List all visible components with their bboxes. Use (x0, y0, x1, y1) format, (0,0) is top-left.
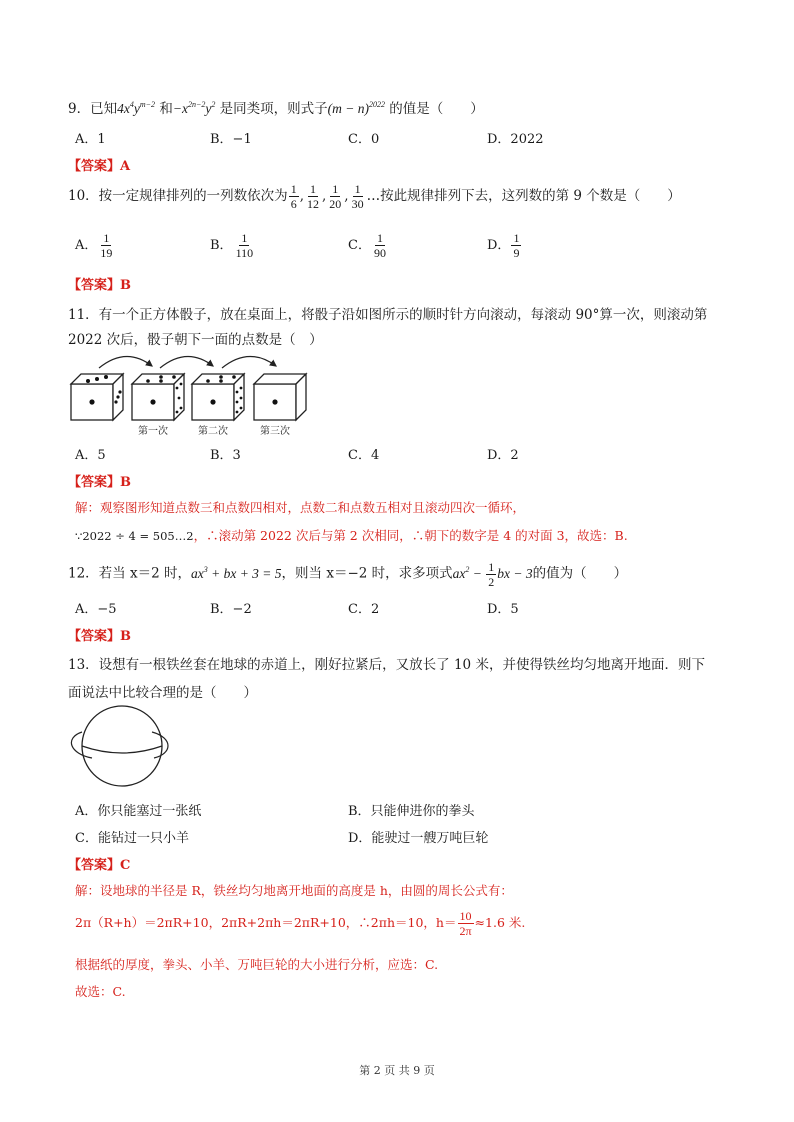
q10-tail: …按此规律排列下去，这列数的第 9 个数是（ ） (366, 188, 681, 204)
wire-ring (71, 732, 168, 758)
q11-dice-figure (66, 350, 316, 440)
q13-option-a: A．你只能塞过一张纸 (75, 804, 202, 819)
q9-tail: 的值是（ ） (389, 101, 484, 117)
q13-solution-4: 故选：C. (75, 984, 126, 999)
q9-option-b: B．−1 (210, 132, 252, 147)
q11-option-c: C．4 (348, 448, 380, 463)
q10-seq-3: $\frac{1}{20}$ (329, 182, 342, 211)
q12-option-c: C．2 (348, 602, 380, 617)
q12-option-b: B．−2 (210, 602, 252, 617)
q9-mid: 和 (159, 101, 173, 117)
q9-term1: $4x^4y^{m-2}$ (117, 100, 156, 116)
q11-solution-2a: ∵2022 ÷ 4 = 505…2 (75, 529, 194, 543)
q12-answer: 【答案】B (68, 629, 131, 644)
dice-label-2: 第二次 (198, 426, 228, 437)
q9-prefix: 9．已知 (68, 101, 118, 117)
q12-option-a: A．−5 (75, 602, 117, 617)
q12-stem (68, 561, 627, 588)
q9-term2: $-x^{2n-2}y^2$ (172, 100, 216, 116)
q11-option-b: B．3 (210, 448, 241, 463)
q11-option-a: A．5 (75, 448, 106, 463)
q9-expr: $(m - n)^{2022}$ (327, 100, 385, 116)
q11-line2: 2022 次后，骰子朝下一面的点数是（ ） (68, 332, 323, 348)
q13-line1: 13．设想有一根铁丝套在地球的赤道上，刚好拉紧后，又放长了 10 米，并使得铁丝均匀地离开地面．则下 (68, 657, 705, 673)
q9-option-a: A．1 (75, 132, 106, 147)
q13-line2: 面说法中比较合理的是（ ） (68, 685, 257, 701)
q10-answer: 【答案】B (68, 278, 131, 293)
roll-arrow-3 (222, 356, 276, 368)
q11-line1: 11．有一个正方体骰子，放在桌面上，将骰子沿如图所示的顺时针方向滚动，每滚动 90°算一次，则滚动第 (68, 307, 708, 323)
q12-prefix: 12．若当 x＝2 时， (68, 565, 191, 582)
q11-answer: 【答案】B (68, 475, 131, 490)
q10-seq-1: $\frac{1}{6}$ (290, 182, 297, 211)
page-footer: 第 2 页 共 9 页 (359, 1064, 435, 1077)
q12-tail: 的值为（ ） (532, 565, 628, 582)
q12-option-d: D．5 (487, 602, 519, 617)
q13-solution-3: 根据纸的厚度，拳头、小羊、万吨巨轮的大小进行分析，应选：C. (75, 957, 439, 972)
dice-label-1: 第一次 (138, 426, 168, 437)
q10-option-d: D． $\frac{1}{9}$ (487, 231, 520, 260)
q12-mid: ，则当 x＝−2 时，求多项式 (281, 565, 453, 582)
q13-solution-1: 解：设地球的半径是 R，铁丝均匀地离开地面的高度是 h，由圆的周长公式有： (75, 883, 513, 898)
q10-option-b: B． $\frac{1}{110}$ (210, 231, 254, 260)
q12-poly: $ax^2$ − $\frac{1}{2}$ bx − 3 (452, 560, 533, 589)
equator-front (82, 746, 162, 753)
q11-solution-1: 解：观察图形知道点数三和点数四相对，点数二和点数五相对且滚动四次一循环， (75, 500, 526, 515)
earth-circle (82, 706, 162, 786)
q13-option-c: C．能钻过一只小羊 (75, 831, 189, 846)
q13-solution-2: 2π（R+h）＝2πR+10，2πR+2πh＝2πR+10，∴2πh＝10，h＝ $\frac{10}{2\pi}$ ≈1.6 米. (75, 909, 526, 938)
q13-option-b: B．只能伸进你的拳头 (348, 804, 475, 819)
roll-arrow-1 (99, 356, 152, 368)
q13-answer: 【答案】C (68, 858, 131, 873)
q11-solution-2 (75, 526, 628, 544)
q9-option-c: C．0 (348, 132, 380, 147)
die-4 (254, 374, 306, 420)
q13-option-d: D．能驶过一艘万吨巨轮 (348, 831, 489, 846)
q10-seq-2: $\frac{1}{12}$ (306, 182, 319, 211)
q9-suffix: 是同类项，则式子 (219, 101, 328, 117)
q9-option-d: D．2022 (487, 132, 544, 147)
q10-option-c: C． $\frac{1}{90}$ (348, 231, 386, 260)
q10-seq-4: $\frac{1}{30}$ (351, 182, 364, 211)
roll-arrow-2 (160, 356, 213, 368)
q9-answer: 【答案】A (68, 159, 131, 174)
q11-solution-2b: ，∴滚动第 2022 次后与第 2 次相同，∴朝下的数字是 4 的对面 3，故选：B. (193, 528, 628, 543)
q9-stem (68, 97, 484, 117)
q13-earth-figure (68, 702, 178, 792)
q11-option-d: D．2 (487, 448, 519, 463)
q10-text: 10．按一定规律排列的一列数依次为 (68, 188, 288, 204)
q10-option-a: A． $\frac{1}{19}$ (75, 231, 113, 260)
q12-cond: $ax^3$ + bx + 3 = 5 (190, 564, 282, 581)
q10-stem: 10．按一定规律排列的一列数依次为 $\frac{1}{6}$ , $\frac{1}{12}$ , $\frac{1}{20}$ , $\frac{1}{30}$ …按此规律排列下去，这列数的第 9 个数是（ ） (68, 182, 681, 211)
dice-label-3: 第三次 (260, 426, 290, 437)
